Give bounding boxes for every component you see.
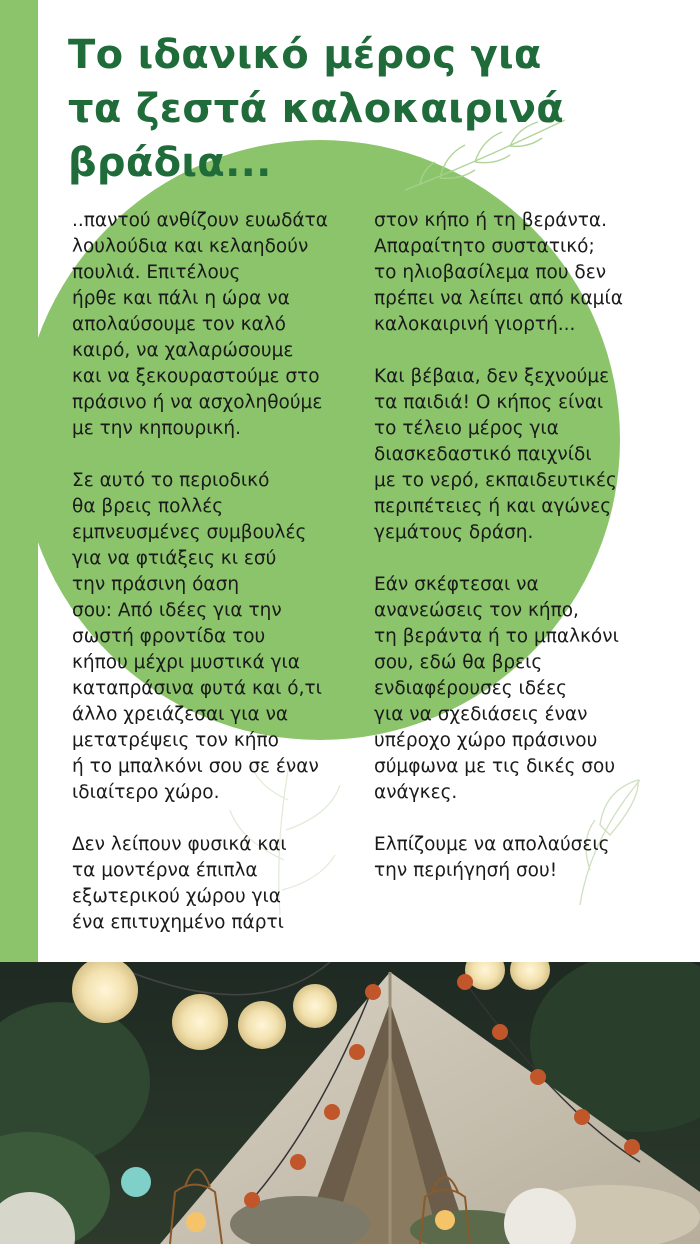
text-line: γεμάτους δράση. (374, 522, 534, 543)
text-line: ήρθε και πάλι η ώρα να (72, 288, 290, 309)
text-line: Και βέβαια, δεν ξεχνούμε (374, 366, 610, 387)
text-line: για να φτιάξεις κι εσύ (72, 548, 277, 569)
text-line: εξωτερικού χώρου για (72, 886, 281, 907)
text-line: θα βρεις πολλές (72, 496, 224, 517)
text-line: σωστή φροντίδα του (72, 626, 266, 647)
text-line: με το νερό, εκπαιδευτικές (374, 470, 617, 491)
text-line: Σε αυτό το περιοδικό (72, 470, 270, 491)
text-line: απολαύσουμε τον καλό (72, 314, 286, 335)
text-line: Ελπίζουμε να απολαύσεις (374, 834, 610, 855)
text-line: πουλιά. Επιτέλους (72, 262, 241, 283)
text-line: τη βεράντα ή το μπαλκόνι (374, 626, 619, 647)
text-line: λουλούδια και κελαηδούν (72, 236, 309, 257)
text-line: ανανεώσεις τον κήπο, (374, 600, 579, 621)
text-line: μετατρέψεις τον κήπο (72, 730, 279, 751)
text-line: άλλο χρειάζεσαι για να (72, 704, 289, 725)
text-line: υπέροχο χώρο πράσινου (374, 730, 598, 751)
text-line: σου: Από ιδέες για την (72, 600, 282, 621)
text-line: πράσινο ή να ασχοληθούμε (72, 392, 323, 413)
text-line: Απαραίτητο συστατικό; (374, 236, 595, 257)
text-line: ανάγκες. (374, 782, 458, 803)
title-line: βράδια... (68, 140, 272, 186)
text-line: με την κηπουρική. (72, 418, 242, 439)
right-text-column (374, 208, 694, 910)
page-title (68, 28, 688, 190)
text-line: Δεν λείπουν φυσικά και (72, 834, 287, 855)
text-line: εμπνευσμένες συμβουλές (72, 522, 307, 543)
text-line: ενδιαφέρουσες ιδέες (374, 678, 567, 699)
text-line: σου, εδώ θα βρεις (374, 652, 543, 673)
text-line: ..παντού ανθίζουν ευωδάτα (72, 210, 328, 231)
paragraph (374, 208, 694, 338)
text-line: πρέπει να λείπει από καμία (374, 288, 623, 309)
text-line: Εάν σκέφτεσαι να (374, 574, 539, 595)
text-line: διασκεδαστικό παιχνίδι (374, 444, 592, 465)
text-line: σύμφωνα με τις δικές σου (374, 756, 616, 777)
text-line: την περιήγησή σου! (374, 860, 558, 881)
text-line: καιρό, να χαλαρώσουμε (72, 340, 294, 361)
paragraph (374, 572, 694, 806)
paragraph (374, 832, 694, 884)
tent-lanterns-photo (0, 962, 700, 1244)
text-line: περιπέτειες ή και αγώνες (374, 496, 612, 517)
text-line: και να ξεκουραστούμε στο (72, 366, 320, 387)
tent-scene-illustration (0, 962, 700, 1244)
text-line: ένα επιτυχημένο πάρτι (72, 912, 284, 933)
text-line: τα μοντέρνα έπιπλα (72, 860, 258, 881)
paragraph (72, 208, 372, 442)
title-line: τα ζεστά καλοκαιρινά (68, 86, 565, 132)
text-line: ή το μπαλκόνι σου σε έναν (72, 756, 319, 777)
text-line: το τέλειο μέρος για (374, 418, 559, 439)
paragraph (72, 468, 372, 806)
text-line: για να σχεδιάσεις έναν (374, 704, 588, 725)
text-line: καταπράσινα φυτά και ό,τι (72, 678, 322, 699)
left-text-column (72, 208, 372, 962)
paragraph (72, 832, 372, 936)
text-line: τα παιδιά! Ο κήπος είναι (374, 392, 604, 413)
text-line: το ηλιοβασίλεμα που δεν (374, 262, 607, 283)
text-line: ιδιαίτερο χώρο. (72, 782, 220, 803)
text-line: την πράσινη όαση (72, 574, 240, 595)
title-line: Το ιδανικό μέρος για (68, 32, 542, 78)
text-line: κήπου μέχρι μυστικά για (72, 652, 300, 673)
text-line: καλοκαιρινή γιορτή... (374, 314, 576, 335)
text-line: στον κήπο ή τη βεράντα. (374, 210, 608, 231)
paragraph (374, 364, 694, 546)
